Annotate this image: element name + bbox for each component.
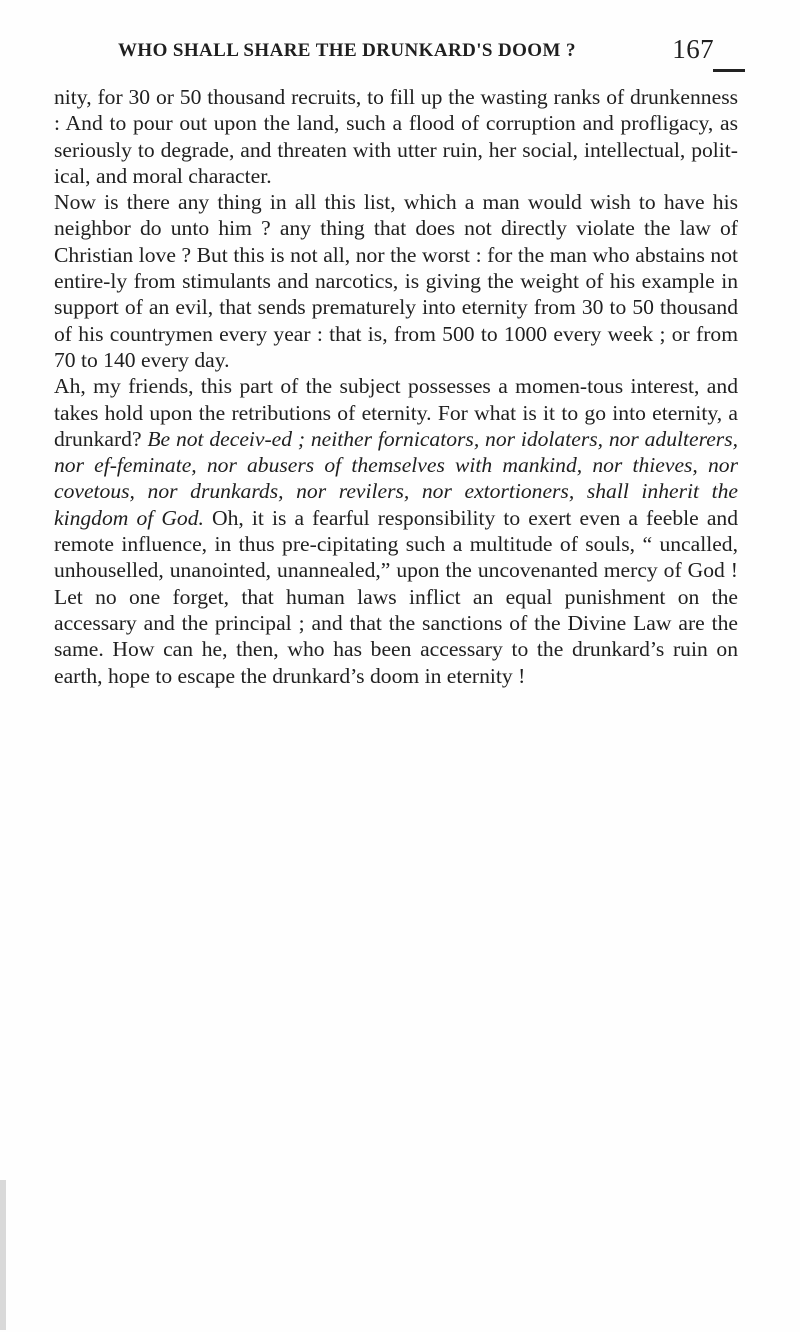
paragraph-3 xyxy=(54,373,738,689)
paragraph-3-text-a: Ah, my friends, this part of the subject possesses a momen-tous interest, and takes hold upon the retributions of eternity. For what is it to go into eternity, a drunkard? xyxy=(54,374,738,451)
paragraph-2 xyxy=(54,189,738,373)
paragraph-3-scripture-quote: Be not deceiv-ed ; neither fornicators, nor idolaters, nor adulterers, nor ef-feminate, nor abusers of themselves with mankind, nor thieves, nor covetous, nor drunkards, nor revilers, nor extortioners, shall inherit the kingdom of God. xyxy=(54,426,739,530)
paragraph-1-text: nity, for 30 or 50 thousand recruits, to fill up the wasting ranks of drunkenness : And to pour out upon the land, such a flood of corruption and profligacy, as seriously to degrade, and threaten with utter ruin, her social, intellectual, polit-ical, and moral character. xyxy=(54,85,738,188)
page-number: 167 xyxy=(672,34,714,64)
running-head xyxy=(108,36,712,72)
paragraph-1 xyxy=(54,84,738,189)
running-head-title: WHO SHALL SHARE THE DRUNKARD'S DOOM ? xyxy=(118,40,576,61)
page-number-rule xyxy=(713,69,745,72)
paragraph-2-text: Now is there any thing in all this list, which a man would wish to have his neighbor do unto him ? any thing that does not directly violate the law of Christian love ? But this is not all, nor the worst : for the man who abstains not entire-ly from stimulants and narcotics, is giving the weight of his example in support of an evil, that sends prematurely into eternity from 30 to 50 thousand of his countrymen every year : that is, from 500 to 1000 every week ; or from 70 to 140 every day. xyxy=(54,190,738,372)
page-edge-shadow xyxy=(0,1180,6,1330)
paragraph-3-text-b: Oh, it is a fearful responsibility to exert even a feeble and remote influence, in thus pre-cipitating such a multitude of souls, “ uncalled, unhouselled, unanointed, unannealed,” upon the uncovenanted mercy of God ! Let no one forget, that human laws inflict an equal punishment on the accessary and the principal ; and that the sanctions of the Divine Law are the same. How can he, then, who has been accessary to the drunkard’s ruin on earth, hope to escape the drunkard’s doom in eternity ! xyxy=(54,505,738,688)
body-text xyxy=(54,84,738,689)
